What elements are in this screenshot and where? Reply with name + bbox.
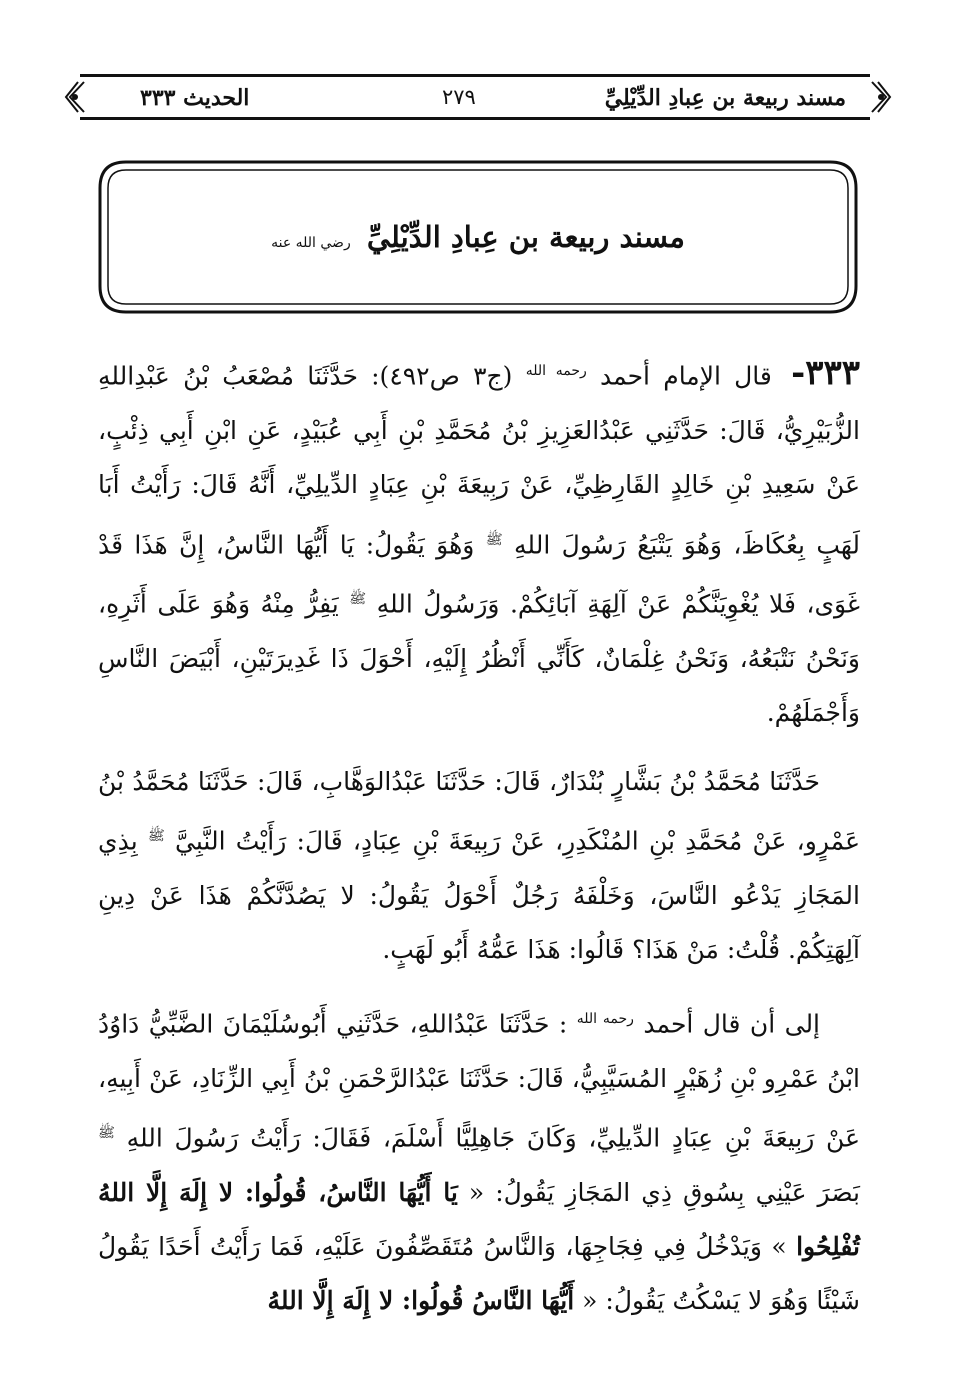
paragraph-3 xyxy=(98,992,860,1329)
salawat-glyph: ﷺ xyxy=(147,828,165,845)
header-hadith-label: الحديث ٣٣٣ xyxy=(140,85,250,111)
page-number: ٢٧٩ xyxy=(442,85,476,109)
chapter-title-text: مسند ربيعة بن عِبادِ الدِّيْلِيِّ xyxy=(366,220,685,254)
hadith-number: ٣٣٣- xyxy=(791,353,861,394)
running-header xyxy=(80,74,870,120)
p3-quote-2: أَيُّهَا النَّاسُ قُولُوا: لا إِلَهَ إِلَّا اللهُ xyxy=(267,1286,575,1316)
p1-text-d: يَفِرُّ مِنْهُ وَهُوَ عَلَى أَثَرِهِ، وَنَحْنُ نَتْبَعُهُ، وَنَحْنُ غِلْمَانٌ، كَأَنِّي أَنْظُرُ إِلَيْهِ، أَحْوَلَ ذَا غَدِيرَتَيْنِ، أَبْيَضَ النَّاسِ وَأَجْمَلَهُمْ. xyxy=(98,589,860,728)
p3-text-a: إلى أن قال أحمد xyxy=(643,1009,821,1039)
p1-text-a: قال الإمام أحمد xyxy=(600,361,772,391)
p3-text-c: بَصَرَ عَيْنِي بِسُوقِ ذِي المَجَازِ يَقُولُ: « xyxy=(468,1177,860,1207)
p3-text-d: » وَيَدْخُلُ فِي فِجَاجِهَا، وَالنَّاسُ مُتَقَصِّفُونَ عَلَيْهِ، فَمَا رَأَيْتُ أَحَدًا يَقُولُ شَيْئًا وَهُوَ لا يَسْكُتُ يَقُولُ: « xyxy=(98,1232,860,1316)
paragraph-1 xyxy=(98,344,860,741)
chapter-title-frame xyxy=(96,158,860,316)
salawat-glyph: ﷺ xyxy=(98,1124,115,1141)
salawat-glyph: ﷺ xyxy=(349,591,367,608)
p1-text-c: وَهُوَ يَقُولُ: يَا أَيُّهَا النَّاسُ، إِنَّ هَذَا قَدْ غَوَى، فَلا يُغْوِيَنَّكُمْ عَنْ آلِهَةِ آبَائِكُمْ. وَرَسُولُ اللهِ xyxy=(98,529,861,619)
honorific-glyph: رضي الله عنه xyxy=(271,235,351,251)
honorific-glyph: رحمه الله xyxy=(576,1010,634,1027)
salawat-glyph: ﷺ xyxy=(485,531,503,548)
chapter-title xyxy=(96,220,860,254)
ornament-right-icon xyxy=(870,80,892,114)
p1-text-b: (ج٣ ص٤٩٢): حَدَّثَنَا مُصْعَبُ بْنُ عَبْدِاللهِ الزُّبَيْرِيُّ، قَالَ: حَدَّثَنِي عَبْدُالعَزِيزِ بْنُ مُحَمَّدِ بْنِ أَبِي عُبَيْدٍ، عَنِ ابْنِ أَبِي ذِئْبٍ، عَنْ سَعِيدِ بْنِ خَالِدٍ القَارِظِيِّ، عَنْ رَبِيعَةَ بْنِ عِبَادٍ الدِّيلِيِّ، أَنَّهُ قَالَ: رَأَيْتُ أَبَا لَهَبٍ بِعُكَاظَ، وَهُوَ يَتْبَعُ رَسُولَ اللهِ xyxy=(98,361,861,559)
header-book-title: مسند ربيعة بن عِبادِ الدِّيْلِيِّ xyxy=(604,85,846,111)
ornament-left-icon xyxy=(64,80,86,114)
paragraph-2 xyxy=(98,755,860,978)
p2-text-a: حَدَّثَنَا مُحَمَّدُ بْنُ بَشَّارٍ بُنْدَارٌ، قَالَ: حَدَّثَنَا عَبْدُالوَهَّابِ، قَالَ: حَدَّثَنَا مُحَمَّدُ بْنُ عَمْرٍو، عَنْ مُحَمَّدِ بْنِ المُنْكَدِرِ، عَنْ رَبِيعَةَ بْنِ عِبَادٍ، قَالَ: رَأَيْتُ النَّبِيَّ xyxy=(98,766,860,856)
p3-quote-1: يَا أَيُّهَا النَّاسُ، قُولُوا: لا إِلَهَ إِلَّا اللهُ تُفْلِحُوا xyxy=(98,1177,860,1262)
p2-text-b: بِذِي المَجَازِ يَدْعُو النَّاسَ، وَخَلْفَهُ رَجُلٌ أَحْوَلُ يَقُولُ: لا يَصُدَّنَّكُمْ هَذَا عَنْ دِينِ آلِهَتِكُمْ. قُلْتُ: مَنْ هَذَا؟ قَالُوا: هَذَا عَمُّهُ أَبُو لَهَبٍ. xyxy=(98,826,860,965)
honorific-glyph: رحمه الله xyxy=(525,363,587,379)
p3-text-b: : حَدَّثَنَا عَبْدُاللهِ، حَدَّثَنِي أَبُوسُلَيْمَانَ الضَّبِّيُّ دَاوُدُ ابْنُ عَمْرِو بْنِ زُهَيْرٍ المُسَيَّبِيُّ، قَالَ: حَدَّثَنَا عَبْدُالرَّحْمَنِ بْنُ أَبِي الزِّنَادِ، عَنْ أَبِيهِ، عَنْ رَبِيعَةَ بْنِ عِبَادٍ الدِّيلِيِّ، وَكَانَ جَاهِلِيًّا أَسْلَمَ، فَقَالَ: رَأَيْتُ رَسُولَ اللهِ xyxy=(98,1009,860,1153)
body-text xyxy=(98,344,860,1343)
